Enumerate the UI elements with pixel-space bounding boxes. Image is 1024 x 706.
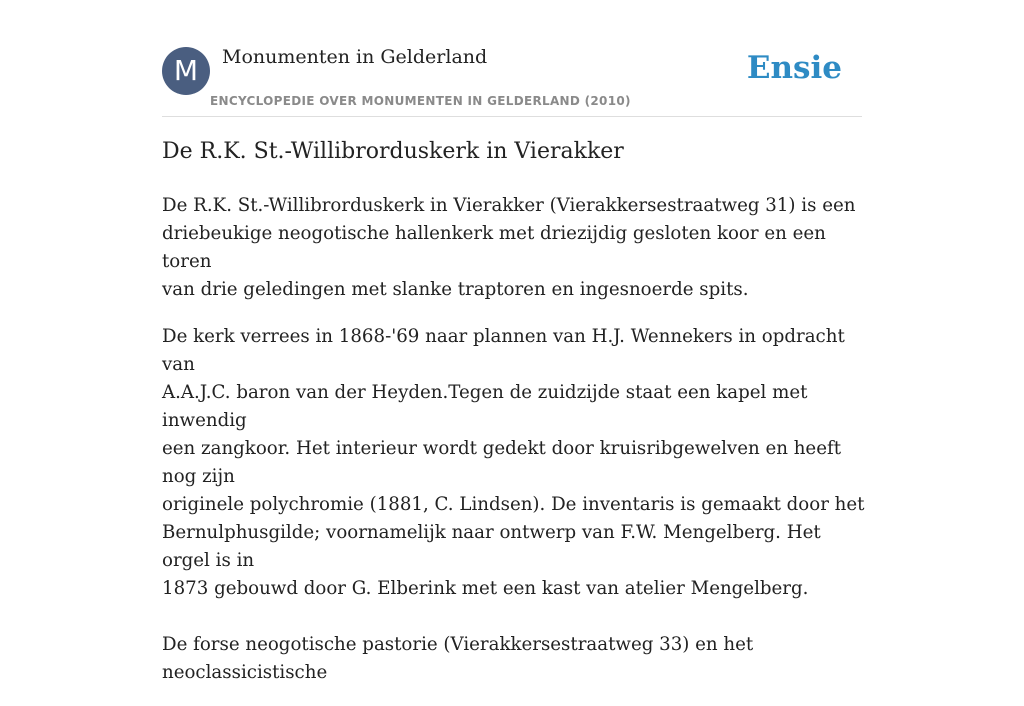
source-avatar[interactable]: M — [162, 47, 210, 95]
article-paragraph: De forse neogotische pastorie (Vierakkersestraatweg 33) en het neoclassicistische — [162, 634, 754, 683]
article-paragraph: De R.K. St.-Willibrorduskerk in Vierakker (Vierakkersestraatweg 31) is een driebeukige neogotische hallenkerk met driezijdig gesloten koor en een toren van drie geledingen met slanke traptoren en ingesnoerde spits. — [162, 195, 856, 300]
article-body — [162, 192, 867, 706]
source-subtitle: ENCYCLOPEDIE OVER MONUMENTEN IN GELDERLAND (2010) — [210, 94, 631, 108]
source-title-link[interactable]: Monumenten in Gelderland — [222, 46, 488, 68]
source-header — [162, 44, 862, 117]
ensie-logo[interactable]: Ensie — [746, 50, 842, 86]
article-paragraph: De kerk verrees in 1868-'69 naar plannen van H.J. Wennekers in opdracht van A.A.J.C. baron van der Heyden.Tegen de zuidzijde staat een kapel met inwendig een zangkoor. Het interieur wordt gedekt door kruisribgewelven en heeft nog zijn originele polychromie (1881, C. Lindsen). De inventaris is gemaakt door het Bernulphusgilde; voornamelijk naar ontwerp van F.W. Mengelberg. Het orgel is in 1873 gebouwd door G. Elberink met een kast van atelier Mengelberg. — [162, 326, 865, 599]
article-title: De R.K. St.-Willibrorduskerk in Vierakker — [162, 139, 624, 164]
